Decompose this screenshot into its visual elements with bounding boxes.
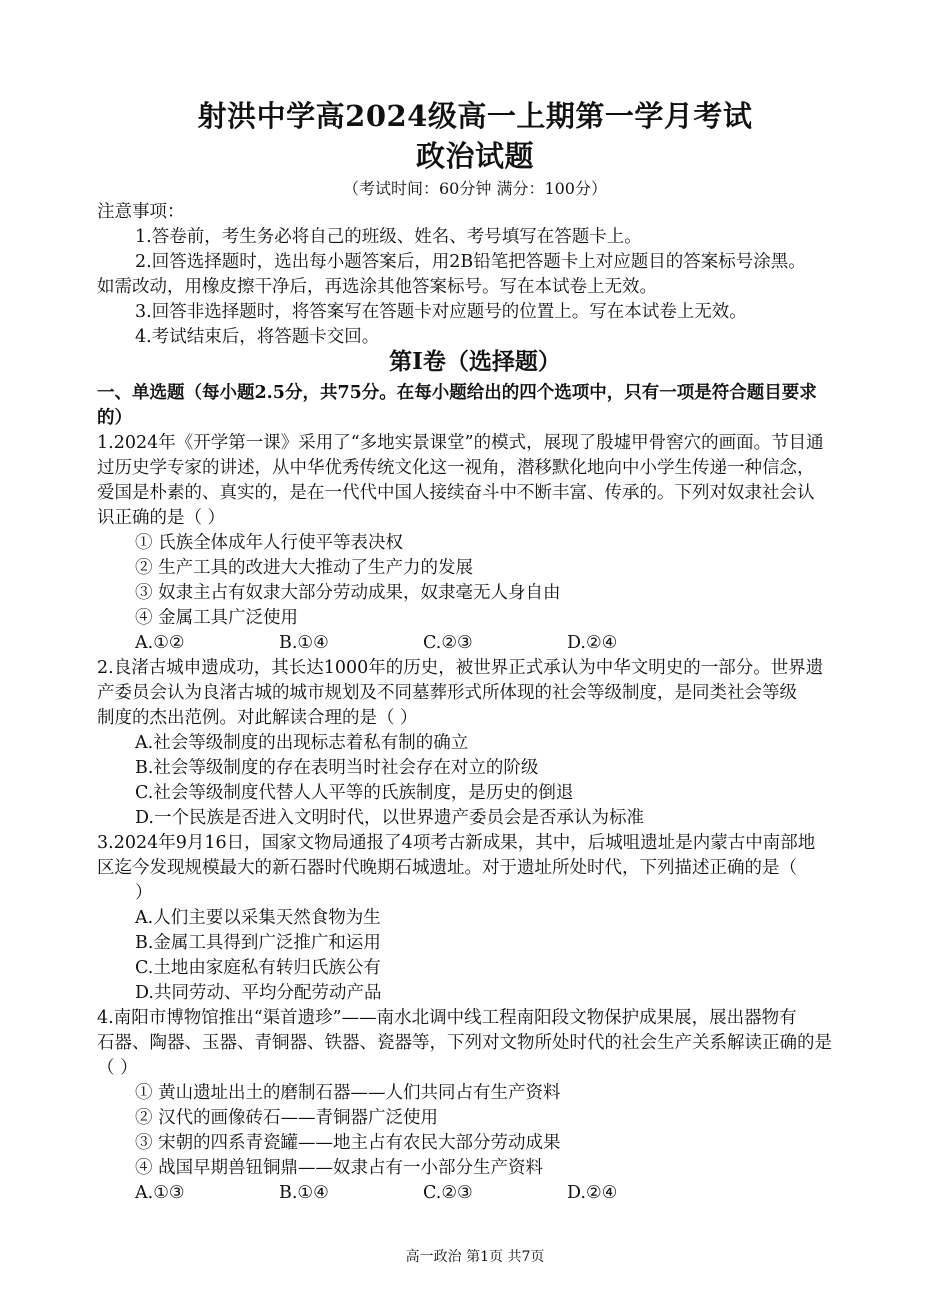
option-a: A.社会等级制度的出现标志着私有制的确立 <box>135 733 469 753</box>
question-4-statement: ① 黄山遗址出土的磨制石器——人们共同占有生产资料 <box>135 1083 561 1103</box>
option-c: C.土地由家庭私有转归氏族公有 <box>135 958 381 978</box>
part-heading: 一、单选题（每小题2.5分，共75分。在每小题给出的四个选项中，只有一项是符合题目要求 <box>97 383 817 403</box>
option-c: C.②③ <box>423 1183 473 1203</box>
notice-heading: 注意事项： <box>97 202 185 222</box>
question-1-stem: 1.2024年《开学第一课》采用了“多地实景课堂”的模式，展现了殷墟甲骨窖穴的画面。节目通 <box>97 433 824 453</box>
notice-block <box>97 200 857 350</box>
notice-item: 2.回答选择题时，选出每小题答案后，用2B铅笔把答题卡上对应题目的答案标号涂黑。 <box>135 252 806 272</box>
question-1-statement: ④ 金属工具广泛使用 <box>135 608 299 628</box>
question-4-stem: 石器、陶器、玉器、青铜器、铁器、瓷器等，下列对文物所处时代的社会生产关系解读正确的是 <box>97 1033 832 1053</box>
question-1-stem: 过历史学专家的讲述，从中华优秀传统文化这一视角，潜移默化地向中小学生传递一种信念， <box>97 458 815 478</box>
notice-item-continued: 如需改动，用橡皮擦干净后，再选涂其他答案标号。写在本试卷上无效。 <box>97 277 657 297</box>
question-1-stem: 识正确的是（ ） <box>97 508 226 528</box>
question-1-statement: ① 氏族全体成年人行使平等表决权 <box>135 533 404 553</box>
option-b: B.①④ <box>279 1183 329 1203</box>
option-d: D.②④ <box>567 1183 618 1203</box>
question-3-stem: 区迄今发现规模最大的新石器时代晚期石城遗址。对于遗址所处时代，下列描述正确的是（ <box>97 858 797 878</box>
page-footer: 高一政治 第1页 共7页 <box>405 1249 545 1265</box>
option-a: A.①③ <box>135 1183 185 1203</box>
question-4-statement: ③ 宋朝的四系青瓷罐——地主占有农民大部分劳动成果 <box>135 1133 561 1153</box>
option-d: D.共同劳动、平均分配劳动产品 <box>135 983 382 1003</box>
option-b: B.金属工具得到广泛推广和运用 <box>135 933 381 953</box>
question-1-statement: ② 生产工具的改进大大推动了生产力的发展 <box>135 558 474 578</box>
question-2-stem: 制度的杰出范例。对此解读合理的是（ ） <box>97 708 418 728</box>
option-c: C.社会等级制度代替人人平等的氏族制度，是历史的倒退 <box>135 783 574 803</box>
option-d: D.一个民族是否进入文明时代，以世界遗产委员会是否承认为标准 <box>135 808 644 828</box>
option-d: D.②④ <box>567 633 618 653</box>
question-1-statement: ③ 奴隶主占有奴隶大部分劳动成果，奴隶毫无人身自由 <box>135 583 561 603</box>
part-heading-continued: 的） <box>97 408 132 428</box>
question-1-options <box>97 631 857 656</box>
notice-item: 4.考试结束后，将答题卡交回。 <box>135 327 380 347</box>
questions-block <box>97 381 857 1206</box>
question-2-stem: 产委员会认为良渚古城的城市规划及不同墓葬形式所体现的社会等级制度，是同类社会等级 <box>97 683 797 703</box>
option-b: B.社会等级制度的存在表明当时社会存在对立的阶级 <box>135 758 539 778</box>
section-title: 第I卷（选择题） <box>389 348 561 375</box>
question-4-statement: ② 汉代的画像砖石——青铜器广泛使用 <box>135 1108 439 1128</box>
notice-item: 3.回答非选择题时，将答案写在答题卡对应题号的位置上。写在本试卷上无效。 <box>135 302 747 322</box>
option-a: A.①② <box>135 633 185 653</box>
question-4-stem: （ ） <box>97 1058 138 1078</box>
option-a: A.人们主要以采集天然食物为生 <box>135 908 381 928</box>
notice-item: 1.答卷前，考生务必将自己的班级、姓名、考号填写在答题卡上。 <box>135 227 642 247</box>
question-3-stem: 3.2024年9月16日，国家文物局通报了4项考古新成果，其中，后城咀遗址是内蒙古中南部地 <box>97 833 816 853</box>
option-b: B.①④ <box>279 633 329 653</box>
question-1-stem: 爱国是朴素的、真实的，是在一代代中国人接续奋斗中不断丰富、传承的。下列对奴隶社会认 <box>97 483 815 503</box>
exam-subject-title: 政治试题 <box>415 139 534 173</box>
question-2-stem: 2.良渚古城申遗成功，其长达1000年的历史，被世界正式承认为中华文明史的一部分。世界遗 <box>97 658 824 678</box>
question-3-stem: ） <box>135 883 153 903</box>
exam-title: 射洪中学高2024级高一上期第一学月考试 <box>197 99 753 133</box>
exam-info: （考试时间：60分钟 满分：100分） <box>343 179 607 198</box>
question-4-statement: ④ 战国早期兽钮铜鼎——奴隶占有一小部分生产资料 <box>135 1158 544 1178</box>
option-c: C.②③ <box>423 633 473 653</box>
question-4-stem: 4.南阳市博物馆推出“渠首遗珍”——南水北调中线工程南阳段文物保护成果展，展出器物有 <box>97 1008 797 1028</box>
question-4-options <box>97 1181 857 1206</box>
